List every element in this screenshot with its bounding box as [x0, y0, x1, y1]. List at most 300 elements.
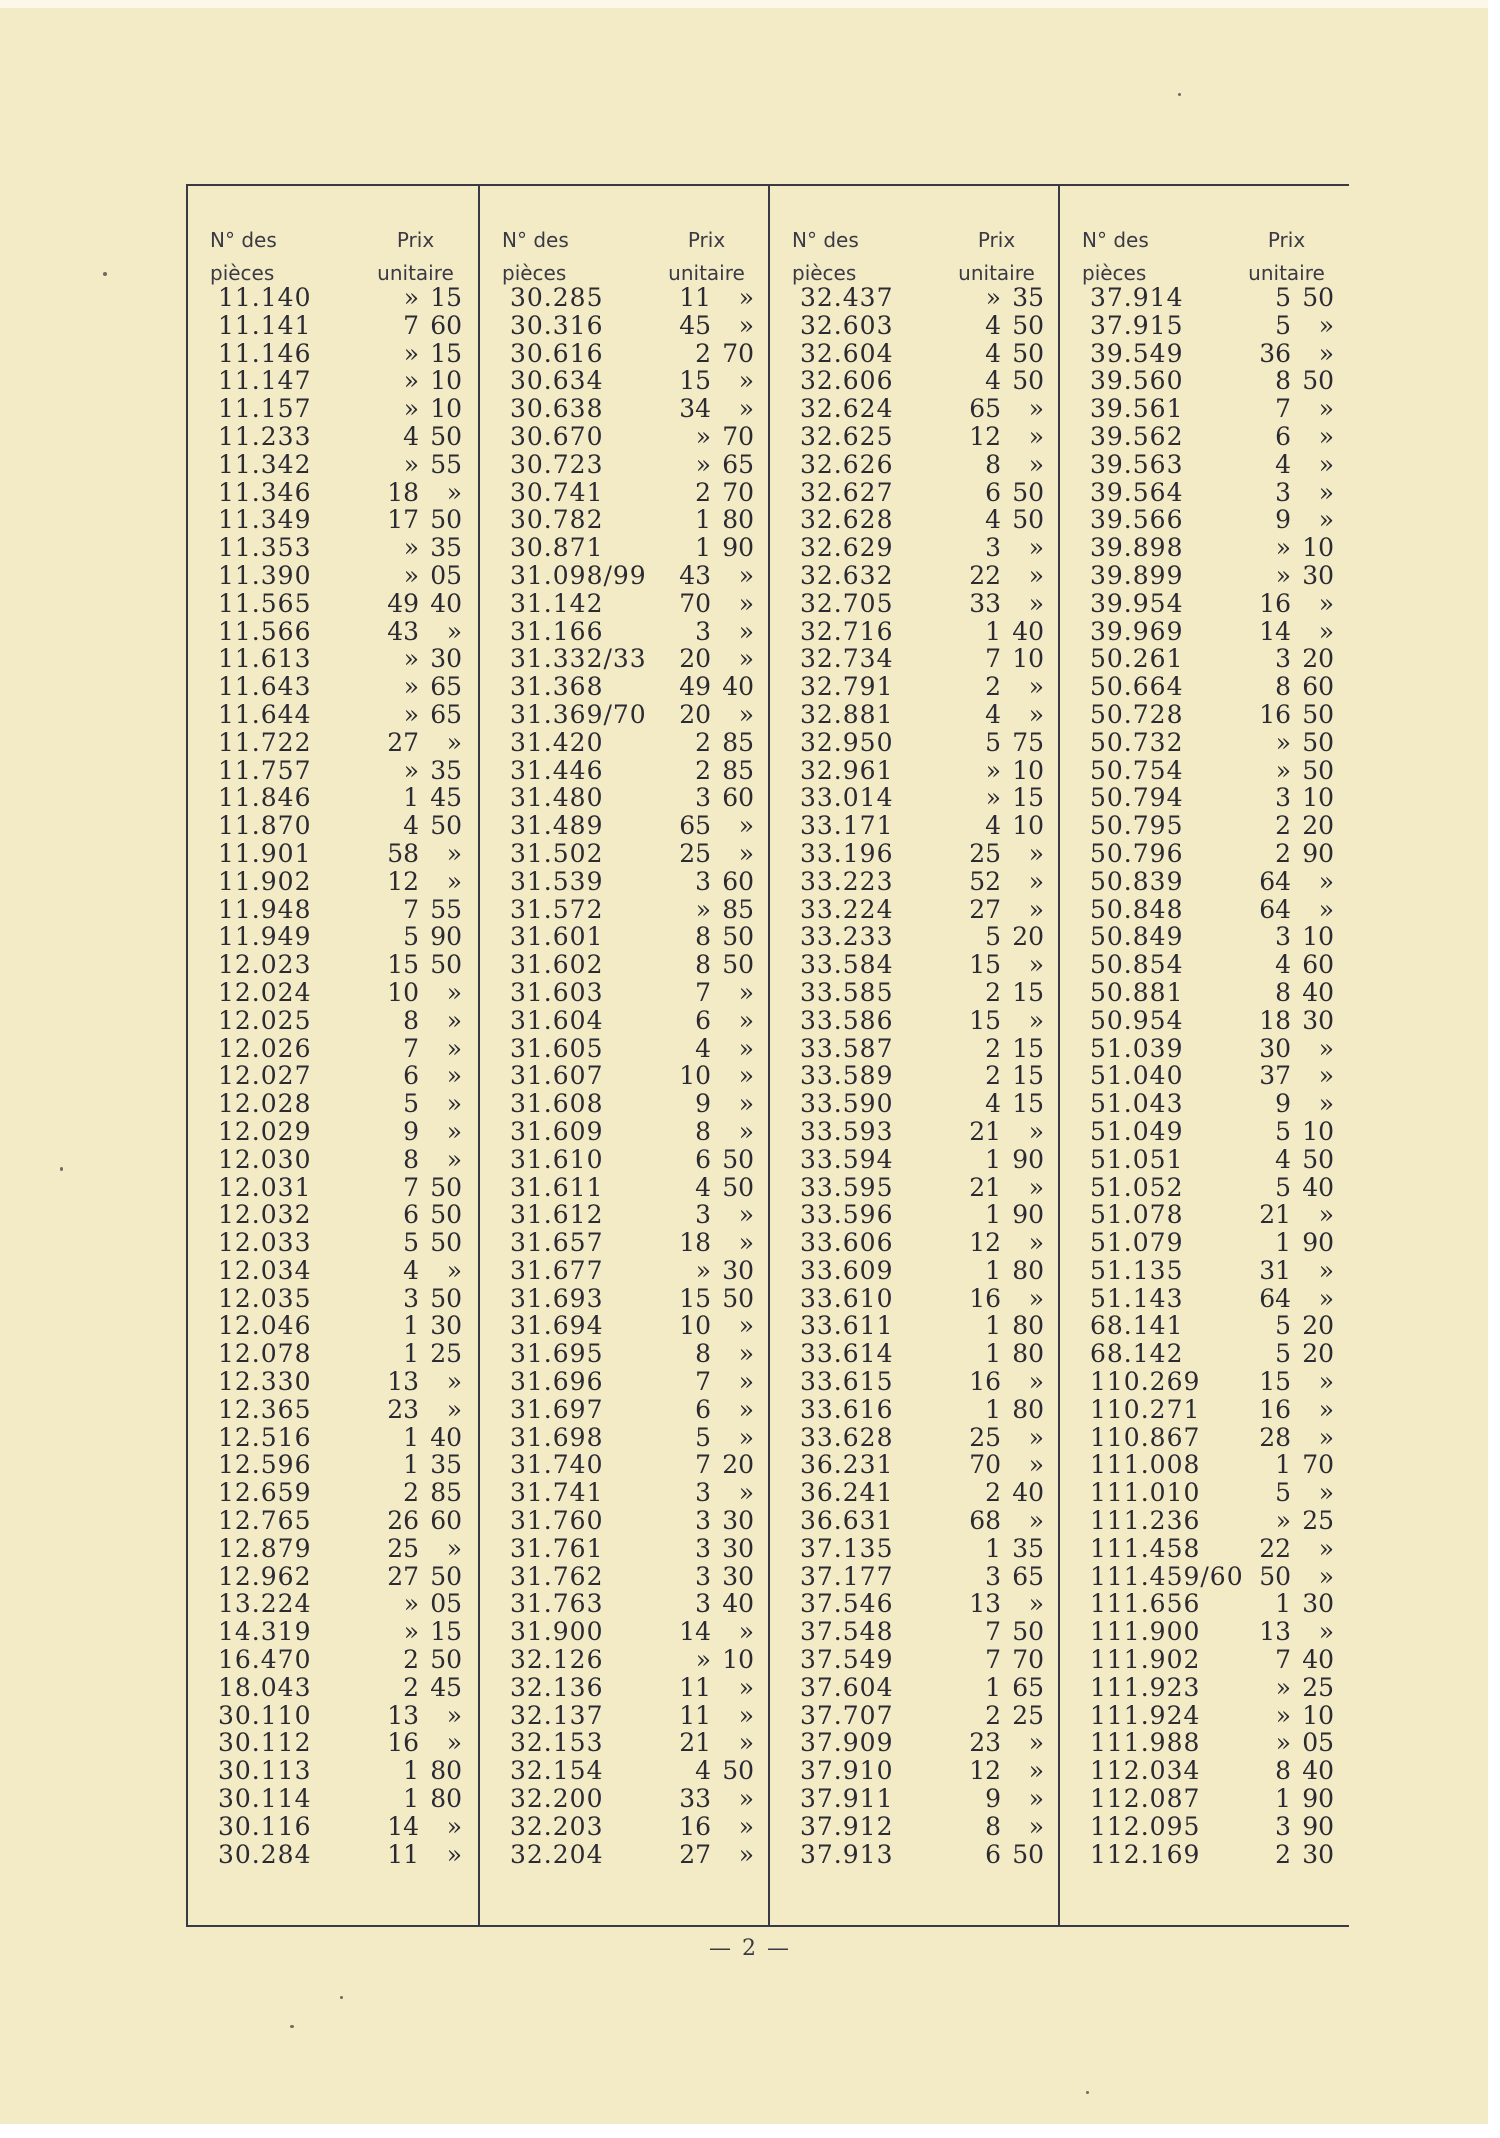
price-francs: 18 — [387, 477, 419, 507]
price-centimes: 15 — [430, 283, 462, 312]
table-row — [480, 451, 768, 479]
table-row — [770, 1479, 1058, 1507]
price-francs: 30 — [1259, 1033, 1291, 1063]
price-francs: 5 — [985, 727, 1001, 757]
price-francs: 13 — [1259, 1617, 1291, 1647]
price-francs: 15 — [969, 1005, 1001, 1035]
table-row — [770, 1396, 1058, 1424]
piece-number: 32.603 — [800, 310, 894, 340]
paper-speck — [340, 1996, 343, 1999]
price-francs: 5 — [1275, 1116, 1291, 1146]
table-row — [480, 1785, 768, 1813]
price-francs: 70 — [679, 588, 711, 618]
price-centimes: 90 — [1302, 1784, 1334, 1814]
price-francs: 13 — [387, 1367, 419, 1397]
table-row — [1060, 506, 1348, 534]
price-francs: 16 — [969, 1367, 1001, 1397]
table-row — [1060, 1396, 1348, 1424]
header-unit-price — [1225, 224, 1348, 284]
piece-number: 31.098/99 — [510, 560, 647, 590]
price-francs: 18 — [679, 1228, 711, 1258]
piece-number: 33.595 — [800, 1172, 894, 1202]
piece-number: 31.608 — [510, 1089, 604, 1119]
table-row — [770, 1507, 1058, 1535]
table-row — [770, 423, 1058, 451]
price-centimes: 50 — [722, 922, 754, 952]
table-row — [188, 1535, 478, 1563]
piece-number: 32.629 — [800, 533, 894, 563]
piece-number: 37.912 — [800, 1811, 894, 1841]
header-piece-number — [480, 224, 645, 284]
table-row — [188, 923, 478, 951]
piece-number: 31.697 — [510, 1394, 604, 1424]
price-centimes: » — [738, 1116, 754, 1146]
piece-number: 32.632 — [800, 560, 894, 590]
piece-number: 32.136 — [510, 1672, 604, 1702]
price-centimes: 30 — [722, 1561, 754, 1591]
piece-number: 31.166 — [510, 616, 604, 646]
piece-number: 37.135 — [800, 1533, 894, 1563]
price-francs: 21 — [969, 1172, 1001, 1202]
piece-number: 11.870 — [218, 811, 312, 841]
piece-number: 12.032 — [218, 1200, 312, 1230]
table-row — [480, 812, 768, 840]
price-francs: 20 — [679, 644, 711, 674]
price-centimes: 50 — [1302, 366, 1334, 396]
piece-number: 30.113 — [218, 1756, 312, 1786]
price-francs: » — [695, 1645, 711, 1675]
price-centimes: 85 — [722, 755, 754, 785]
piece-number: 12.029 — [218, 1116, 312, 1146]
price-francs: 64 — [1259, 866, 1291, 896]
price-francs: 9 — [1275, 1089, 1291, 1119]
piece-number: 68.142 — [1090, 1339, 1184, 1369]
table-row — [770, 312, 1058, 340]
price-centimes: » — [738, 394, 754, 424]
price-centimes: 50 — [430, 1228, 462, 1258]
price-francs: 8 — [985, 449, 1001, 479]
table-row — [188, 1396, 478, 1424]
price-centimes: 40 — [722, 672, 754, 702]
price-francs: 10 — [387, 977, 419, 1007]
paper-speck — [103, 272, 107, 276]
piece-number: 12.596 — [218, 1450, 312, 1480]
price-centimes: 40 — [430, 588, 462, 618]
price-francs: 14 — [1259, 616, 1291, 646]
paper-speck — [1086, 2091, 1089, 2094]
price-centimes: 15 — [430, 1617, 462, 1647]
table-row — [1060, 284, 1348, 312]
price-centimes: 35 — [430, 533, 462, 563]
table-row — [770, 1035, 1058, 1063]
piece-number: 32.734 — [800, 644, 894, 674]
piece-number: 11.565 — [218, 588, 312, 618]
table-row — [480, 729, 768, 757]
price-centimes: » — [446, 977, 462, 1007]
price-centimes: » — [1028, 699, 1044, 729]
price-centimes: 50 — [722, 1172, 754, 1202]
price-francs: 3 — [695, 783, 711, 813]
piece-number: 31.694 — [510, 1311, 604, 1341]
price-francs: 20 — [679, 699, 711, 729]
price-francs: » — [403, 394, 419, 424]
price-francs: 58 — [387, 838, 419, 868]
table-row — [480, 1618, 768, 1646]
table-row — [188, 1007, 478, 1035]
price-francs: » — [1275, 1506, 1291, 1536]
header-piece-number — [1060, 224, 1225, 284]
table-row — [188, 1062, 478, 1090]
table-row — [770, 729, 1058, 757]
table-row — [188, 896, 478, 924]
table-row — [480, 1535, 768, 1563]
piece-number: 37.604 — [800, 1672, 894, 1702]
piece-number: 36.231 — [800, 1450, 894, 1480]
price-centimes: 50 — [1012, 310, 1044, 340]
price-francs: 16 — [1259, 588, 1291, 618]
price-centimes: » — [738, 1339, 754, 1369]
price-centimes: 05 — [1302, 1728, 1334, 1758]
price-centimes: 60 — [430, 310, 462, 340]
table-row — [480, 979, 768, 1007]
piece-number: 33.610 — [800, 1283, 894, 1313]
piece-number: 68.141 — [1090, 1311, 1184, 1341]
price-francs: 6 — [695, 1144, 711, 1174]
piece-number: 32.200 — [510, 1784, 604, 1814]
column-header — [1060, 186, 1348, 284]
price-centimes: » — [1318, 449, 1334, 479]
price-centimes: 60 — [1302, 950, 1334, 980]
table-row — [480, 1368, 768, 1396]
piece-number: 50.839 — [1090, 866, 1184, 896]
table-row — [480, 562, 768, 590]
scan-edge-right — [1488, 0, 1500, 2138]
price-centimes: » — [446, 1367, 462, 1397]
price-francs: 7 — [403, 894, 419, 924]
price-centimes: 50 — [430, 421, 462, 451]
price-francs: 2 — [985, 1478, 1001, 1508]
price-centimes: 15 — [1012, 977, 1044, 1007]
piece-number: 37.548 — [800, 1617, 894, 1647]
price-francs: 1 — [1275, 1784, 1291, 1814]
price-francs: » — [403, 699, 419, 729]
piece-number: 33.585 — [800, 977, 894, 1007]
price-francs: » — [1275, 1672, 1291, 1702]
piece-number: 12.078 — [218, 1339, 312, 1369]
table-row — [770, 1229, 1058, 1257]
price-francs: 7 — [695, 977, 711, 1007]
price-francs: 15 — [679, 366, 711, 396]
page-number: — 2 — — [709, 1936, 791, 1961]
price-centimes: 50 — [1012, 338, 1044, 368]
price-centimes: » — [1028, 838, 1044, 868]
price-francs: 1 — [1275, 1589, 1291, 1619]
column-rows — [480, 284, 768, 1868]
price-francs: 7 — [403, 310, 419, 340]
table-row — [188, 506, 478, 534]
price-centimes: 55 — [430, 894, 462, 924]
price-centimes: 70 — [722, 421, 754, 451]
price-centimes: » — [738, 1394, 754, 1424]
price-centimes: 50 — [722, 1283, 754, 1313]
header-label: N° des — [502, 228, 569, 252]
piece-number: 12.516 — [218, 1422, 312, 1452]
piece-number: 11.147 — [218, 366, 312, 396]
price-centimes: 50 — [430, 1283, 462, 1313]
piece-number: 11.390 — [218, 560, 312, 590]
price-centimes: » — [1318, 310, 1334, 340]
piece-number: 31.740 — [510, 1450, 604, 1480]
table-row — [770, 1813, 1058, 1841]
piece-number: 13.224 — [218, 1589, 312, 1619]
price-francs: 28 — [1259, 1422, 1291, 1452]
piece-number: 31.609 — [510, 1116, 604, 1146]
piece-number: 31.612 — [510, 1200, 604, 1230]
header-label: unitaire — [668, 261, 745, 285]
price-centimes: » — [1318, 1200, 1334, 1230]
price-francs: » — [695, 1255, 711, 1285]
price-centimes: 10 — [1302, 1700, 1334, 1730]
piece-number: 31.761 — [510, 1533, 604, 1563]
table-row — [480, 1285, 768, 1313]
piece-number: 50.728 — [1090, 699, 1184, 729]
piece-number: 32.950 — [800, 727, 894, 757]
price-centimes: 85 — [430, 1478, 462, 1508]
piece-number: 39.566 — [1090, 505, 1184, 535]
price-centimes: 60 — [722, 783, 754, 813]
piece-number: 30.670 — [510, 421, 604, 451]
price-centimes: 50 — [430, 1561, 462, 1591]
piece-number: 11.643 — [218, 672, 312, 702]
column-header — [188, 186, 478, 284]
header-label: Prix — [977, 228, 1016, 252]
price-centimes: » — [1318, 477, 1334, 507]
piece-number: 111.988 — [1090, 1728, 1201, 1758]
price-centimes: » — [1318, 588, 1334, 618]
table-row — [188, 951, 478, 979]
price-francs: 2 — [985, 1061, 1001, 1091]
piece-number: 32.437 — [800, 283, 894, 312]
piece-number: 32.606 — [800, 366, 894, 396]
price-francs: 2 — [695, 727, 711, 757]
piece-number: 50.849 — [1090, 922, 1184, 952]
scan-edge-bottom — [0, 2124, 1500, 2138]
price-centimes: 10 — [1012, 644, 1044, 674]
price-francs: 7 — [985, 644, 1001, 674]
table-row — [188, 1451, 478, 1479]
table-row — [1060, 590, 1348, 618]
piece-number: 51.051 — [1090, 1144, 1184, 1174]
table-row — [480, 645, 768, 673]
price-centimes: 50 — [1302, 699, 1334, 729]
price-francs: 7 — [985, 1645, 1001, 1675]
price-centimes: 80 — [1012, 1255, 1044, 1285]
piece-number: 30.112 — [218, 1728, 312, 1758]
piece-number: 33.587 — [800, 1033, 894, 1063]
table-row — [770, 618, 1058, 646]
table-row — [188, 479, 478, 507]
price-francs: 21 — [969, 1116, 1001, 1146]
piece-number: 50.732 — [1090, 727, 1184, 757]
piece-number: 111.459/60 — [1090, 1561, 1244, 1591]
price-centimes: » — [1028, 1450, 1044, 1480]
price-francs: 4 — [985, 366, 1001, 396]
price-centimes: 10 — [1302, 922, 1334, 952]
price-centimes: » — [1318, 1283, 1334, 1313]
table-row — [1060, 701, 1348, 729]
price-centimes: 50 — [722, 1756, 754, 1786]
price-centimes: » — [1028, 533, 1044, 563]
table-row — [1060, 1368, 1348, 1396]
table-row — [188, 1813, 478, 1841]
price-centimes: » — [738, 560, 754, 590]
price-francs: 65 — [969, 394, 1001, 424]
price-francs: 5 — [1275, 1172, 1291, 1202]
piece-number: 37.911 — [800, 1784, 894, 1814]
piece-number: 39.562 — [1090, 421, 1184, 451]
price-francs: 1 — [985, 1394, 1001, 1424]
price-centimes: » — [446, 1005, 462, 1035]
price-francs: 22 — [969, 560, 1001, 590]
price-centimes: » — [1028, 588, 1044, 618]
price-centimes: » — [1318, 1033, 1334, 1063]
piece-number: 39.969 — [1090, 616, 1184, 646]
piece-number: 31.900 — [510, 1617, 604, 1647]
table-row — [188, 840, 478, 868]
table-column — [1058, 186, 1348, 1925]
price-centimes: 80 — [1012, 1394, 1044, 1424]
price-centimes: 50 — [430, 1645, 462, 1675]
table-row — [480, 1174, 768, 1202]
price-francs: 1 — [985, 1339, 1001, 1369]
price-francs: 2 — [695, 477, 711, 507]
price-francs: 21 — [679, 1728, 711, 1758]
table-row — [188, 590, 478, 618]
table-row — [480, 618, 768, 646]
piece-number: 37.915 — [1090, 310, 1184, 340]
price-centimes: » — [738, 1089, 754, 1119]
table-row — [770, 1174, 1058, 1202]
header-label: unitaire — [958, 261, 1035, 285]
piece-number: 30.616 — [510, 338, 604, 368]
price-centimes: » — [1318, 1394, 1334, 1424]
price-francs: 2 — [403, 1478, 419, 1508]
price-francs: 2 — [985, 1033, 1001, 1063]
piece-number: 11.722 — [218, 727, 312, 757]
piece-number: 33.196 — [800, 838, 894, 868]
price-francs: 3 — [695, 1478, 711, 1508]
table-row — [480, 1590, 768, 1618]
price-centimes: 15 — [430, 338, 462, 368]
price-francs: 25 — [679, 838, 711, 868]
price-francs: 6 — [403, 1200, 419, 1230]
table-row — [770, 1118, 1058, 1146]
price-francs: 3 — [1275, 477, 1291, 507]
piece-number: 30.285 — [510, 283, 604, 312]
price-centimes: 50 — [1302, 283, 1334, 312]
table-row — [770, 1201, 1058, 1229]
price-centimes: » — [738, 811, 754, 841]
piece-number: 32.204 — [510, 1839, 604, 1869]
table-row — [1060, 673, 1348, 701]
price-centimes: 50 — [1302, 1144, 1334, 1174]
price-centimes: 50 — [430, 1172, 462, 1202]
price-francs: 13 — [387, 1700, 419, 1730]
price-francs: 5 — [1275, 1339, 1291, 1369]
price-francs: » — [403, 1617, 419, 1647]
piece-number: 39.561 — [1090, 394, 1184, 424]
price-centimes: » — [738, 1784, 754, 1814]
table-row — [188, 451, 478, 479]
table-row — [480, 340, 768, 368]
piece-number: 33.593 — [800, 1116, 894, 1146]
piece-number: 12.028 — [218, 1089, 312, 1119]
table-row — [188, 1424, 478, 1452]
piece-number: 30.316 — [510, 310, 604, 340]
price-francs: 64 — [1259, 1283, 1291, 1313]
table-row — [1060, 1340, 1348, 1368]
price-centimes: 30 — [430, 1311, 462, 1341]
price-francs: 23 — [387, 1394, 419, 1424]
header-piece-number — [770, 224, 935, 284]
price-francs: 15 — [1259, 1367, 1291, 1397]
price-centimes: 90 — [1012, 1200, 1044, 1230]
table-row — [770, 1535, 1058, 1563]
price-centimes: » — [738, 699, 754, 729]
table-row — [188, 868, 478, 896]
price-francs: 15 — [969, 950, 1001, 980]
table-row — [770, 534, 1058, 562]
piece-number: 30.284 — [218, 1839, 312, 1869]
table-row — [770, 757, 1058, 785]
piece-number: 39.560 — [1090, 366, 1184, 396]
table-row — [188, 340, 478, 368]
price-centimes: 60 — [1302, 672, 1334, 702]
piece-number: 37.707 — [800, 1700, 894, 1730]
piece-number: 39.899 — [1090, 560, 1184, 590]
piece-number: 50.881 — [1090, 977, 1184, 1007]
price-centimes: 30 — [430, 644, 462, 674]
price-centimes: 80 — [1012, 1311, 1044, 1341]
header-label: Prix — [1267, 228, 1306, 252]
table-row — [480, 479, 768, 507]
table-row — [1060, 1312, 1348, 1340]
table-row — [1060, 896, 1348, 924]
table-row — [188, 1285, 478, 1313]
table-row — [770, 1257, 1058, 1285]
price-francs: 2 — [695, 755, 711, 785]
piece-number: 11.141 — [218, 310, 312, 340]
price-francs: 1 — [985, 1144, 1001, 1174]
table-row — [770, 1563, 1058, 1591]
piece-number: 33.233 — [800, 922, 894, 952]
price-centimes: » — [1028, 394, 1044, 424]
price-francs: 4 — [403, 1255, 419, 1285]
piece-number: 50.754 — [1090, 755, 1184, 785]
piece-number: 112.169 — [1090, 1839, 1201, 1869]
price-centimes: 45 — [430, 783, 462, 813]
piece-number: 11.757 — [218, 755, 312, 785]
price-centimes: » — [738, 1061, 754, 1091]
price-francs: 4 — [985, 338, 1001, 368]
price-francs: 3 — [1275, 922, 1291, 952]
header-label: pièces — [502, 261, 567, 285]
table-row — [188, 1312, 478, 1340]
price-centimes: 90 — [430, 922, 462, 952]
price-centimes: 40 — [1302, 977, 1334, 1007]
price-centimes: 65 — [430, 672, 462, 702]
price-francs: 2 — [1275, 1839, 1291, 1869]
